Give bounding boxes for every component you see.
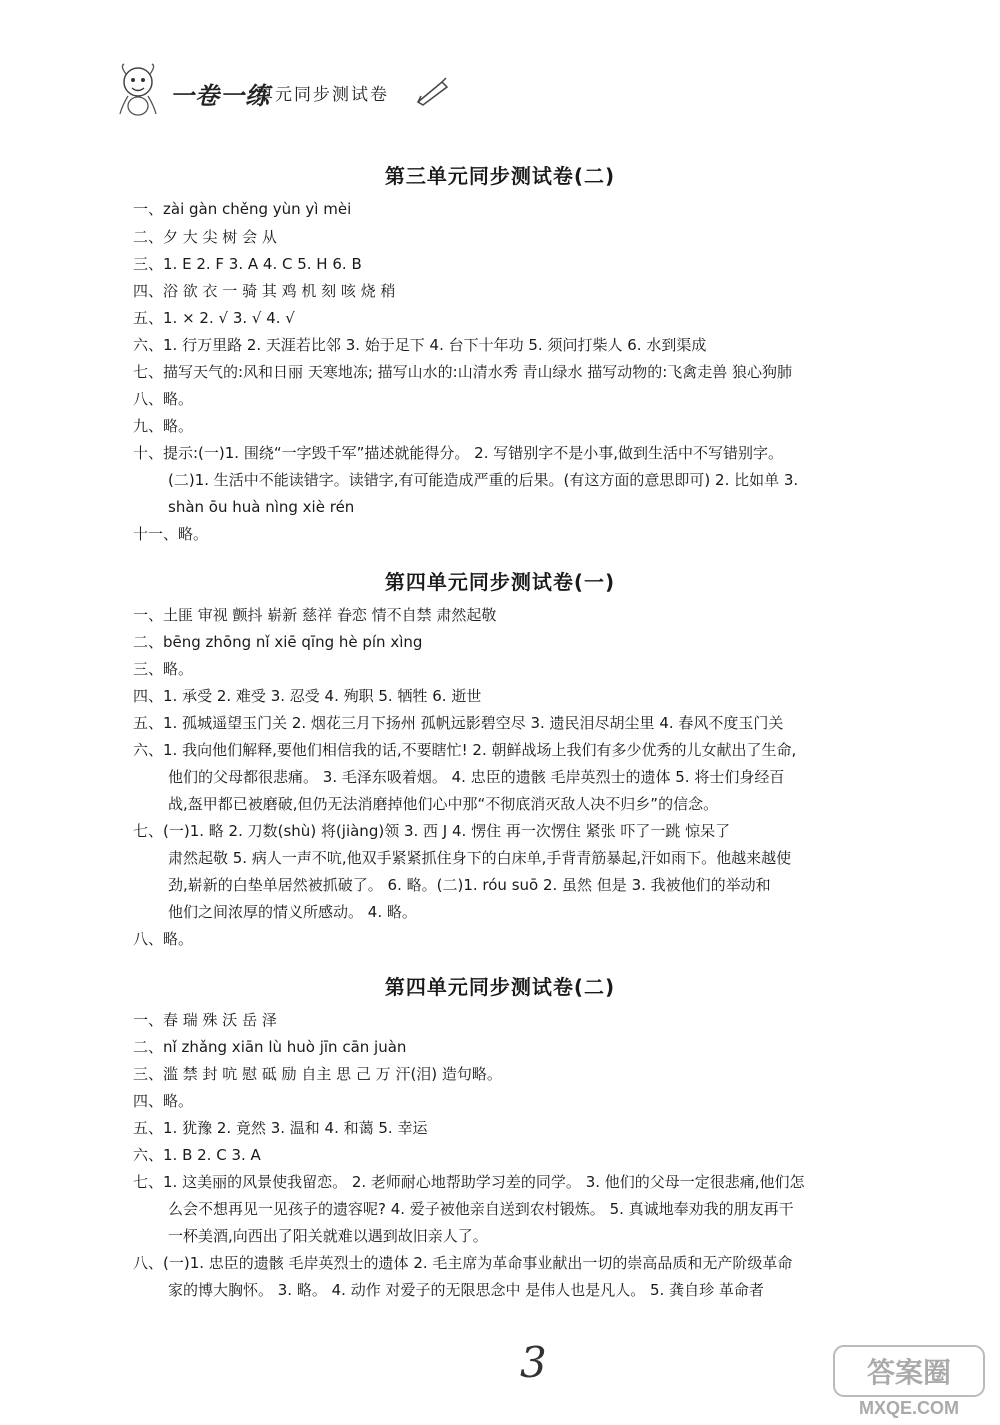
answer-line: 二、nǐ zhǎng xiān lù huò jīn cān juàn bbox=[133, 1038, 407, 1056]
section-title: 第三单元同步测试卷(二) bbox=[384, 164, 616, 188]
brand-logo: 一卷一练 bbox=[170, 81, 270, 110]
answer-line: shàn ōu huà nìng xiè rén bbox=[168, 498, 355, 516]
page-header bbox=[110, 62, 470, 132]
watermark-line2: MXQE.COM bbox=[858, 1398, 960, 1418]
answer-line: 七、(一)1. 略 2. 刀数(shù) 将(jiàng)领 3. 西 J 4. 愣住 再一次愣住 紧张 吓了一跳 惊呆了 bbox=[133, 822, 731, 840]
series-title: 单元同步测试卷 bbox=[256, 85, 389, 105]
answer-line: 六、1. 行万里路 2. 天涯若比邻 3. 始于足下 4. 台下十年功 5. 须问打柴人 6. 水到渠成 bbox=[133, 336, 707, 354]
answer-line: 他们的父母都很悲痛。 3. 毛泽东吸着烟。 4. 忠臣的遗骸 毛岸英烈士的遗体 5. 将士们身经百 bbox=[168, 768, 785, 786]
answer-line: 五、1. 孤城遥望玉门关 2. 烟花三月下扬州 孤帆远影碧空尽 3. 遗民泪尽胡尘里 4. 春风不度玉门关 bbox=[133, 714, 784, 732]
answer-line: 四、1. 承受 2. 难受 3. 忍受 4. 殉职 5. 牺牲 6. 逝世 bbox=[133, 687, 482, 705]
answer-line: 五、1. × 2. √ 3. √ 4. √ bbox=[133, 309, 295, 327]
answer-line: 肃然起敬 5. 病人一声不吭,他双手紧紧抓住身下的白床单,手背青筋暴起,汗如雨下。他越来越使 bbox=[168, 849, 792, 867]
answer-line: 一、春 瑞 殊 沃 岳 泽 bbox=[133, 1011, 277, 1029]
answer-line: 他们之间浓厚的情义所感动。 4. 略。 bbox=[168, 903, 417, 921]
answer-line: 一杯美酒,向西出了阳关就难以遇到故旧亲人了。 bbox=[168, 1227, 488, 1245]
answer-line: 二、bēng zhōng nǐ xiē qīng hè pín xìng bbox=[133, 633, 423, 651]
answer-line: 三、略。 bbox=[133, 660, 194, 678]
answer-line: 七、1. 这美丽的风景使我留恋。 2. 老师耐心地帮助学习差的同学。 3. 他们的父母一定很悲痛,他们怎 bbox=[133, 1173, 805, 1191]
section-title: 第四单元同步测试卷(二) bbox=[384, 975, 616, 999]
mascot-icon bbox=[110, 62, 166, 122]
answer-line: 八、(一)1. 忠臣的遗骸 毛岸英烈士的遗体 2. 毛主席为革命事业献出一切的崇高品质和无产阶级革命 bbox=[133, 1254, 793, 1272]
answer-line: 么会不想再见一见孩子的遗容呢? 4. 爱子被他亲自送到农村锻炼。 5. 真诚地奉劝我的朋友再干 bbox=[168, 1200, 794, 1218]
answer-line: 三、1. E 2. F 3. A 4. C 5. H 6. B bbox=[133, 255, 362, 273]
watermark-icon bbox=[826, 1340, 996, 1420]
section-title: 第四单元同步测试卷(一) bbox=[384, 570, 616, 594]
answer-line: 一、zài gàn chěng yùn yì mèi bbox=[133, 200, 352, 218]
answer-line: 劲,崭新的白垫单居然被抓破了。 6. 略。(二)1. róu suō 2. 虽然 但是 3. 我被他们的举动和 bbox=[168, 876, 771, 894]
watermark-logo bbox=[826, 1340, 996, 1420]
answer-line: (二)1. 生活中不能读错字。读错字,有可能造成严重的后果。(有这方面的意思即可) 2. 比如单 3. bbox=[168, 471, 799, 489]
answer-line: 八、略。 bbox=[133, 390, 194, 408]
answer-line: 六、1. B 2. C 3. A bbox=[133, 1146, 261, 1164]
watermark-line1: 答案圈 bbox=[866, 1357, 952, 1388]
page-number: 3 bbox=[520, 1338, 547, 1387]
answer-line: 十、提示:(一)1. 围绕“一字毁千军”描述就能得分。 2. 写错别字不是小事,做到生活中不写错别字。 bbox=[133, 444, 783, 462]
answer-line: 七、描写天气的:风和日丽 天寒地冻; 描写山水的:山清水秀 青山绿水 描写动物的:飞禽走兽 狼心狗肺 bbox=[133, 363, 793, 381]
answer-line: 四、略。 bbox=[133, 1092, 194, 1110]
answer-line: 十一、略。 bbox=[133, 525, 209, 543]
answer-line: 一、土匪 审视 颤抖 崭新 慈祥 眷恋 情不自禁 肃然起敬 bbox=[133, 606, 497, 624]
answer-line: 九、略。 bbox=[133, 417, 194, 435]
answer-line: 八、略。 bbox=[133, 930, 194, 948]
answer-line: 六、1. 我向他们解释,要他们相信我的话,不要瞎忙! 2. 朝鲜战场上我们有多少优秀的儿女献出了生命, bbox=[133, 741, 797, 759]
answer-line: 五、1. 犹豫 2. 竟然 3. 温和 4. 和蔼 5. 幸运 bbox=[133, 1119, 428, 1137]
answer-line: 三、滥 禁 封 吭 慰 砥 励 自主 思 己 万 汗(泪) 造句略。 bbox=[133, 1065, 502, 1083]
answer-line: 四、浴 欲 衣 一 骑 其 鸡 机 刻 咳 烧 稍 bbox=[133, 282, 396, 300]
answer-line: 家的博大胸怀。 3. 略。 4. 动作 对爱子的无限思念中 是伟人也是凡人。 5. 龚自珍 革命者 bbox=[168, 1281, 764, 1299]
answer-line: 二、夕 大 尖 树 会 从 bbox=[133, 228, 277, 246]
answer-line: 战,盔甲都已被磨破,但仍无法消磨掉他们心中那“不彻底消灭敌人决不归乡”的信念。 bbox=[168, 795, 719, 813]
pencil-icon bbox=[416, 76, 450, 106]
